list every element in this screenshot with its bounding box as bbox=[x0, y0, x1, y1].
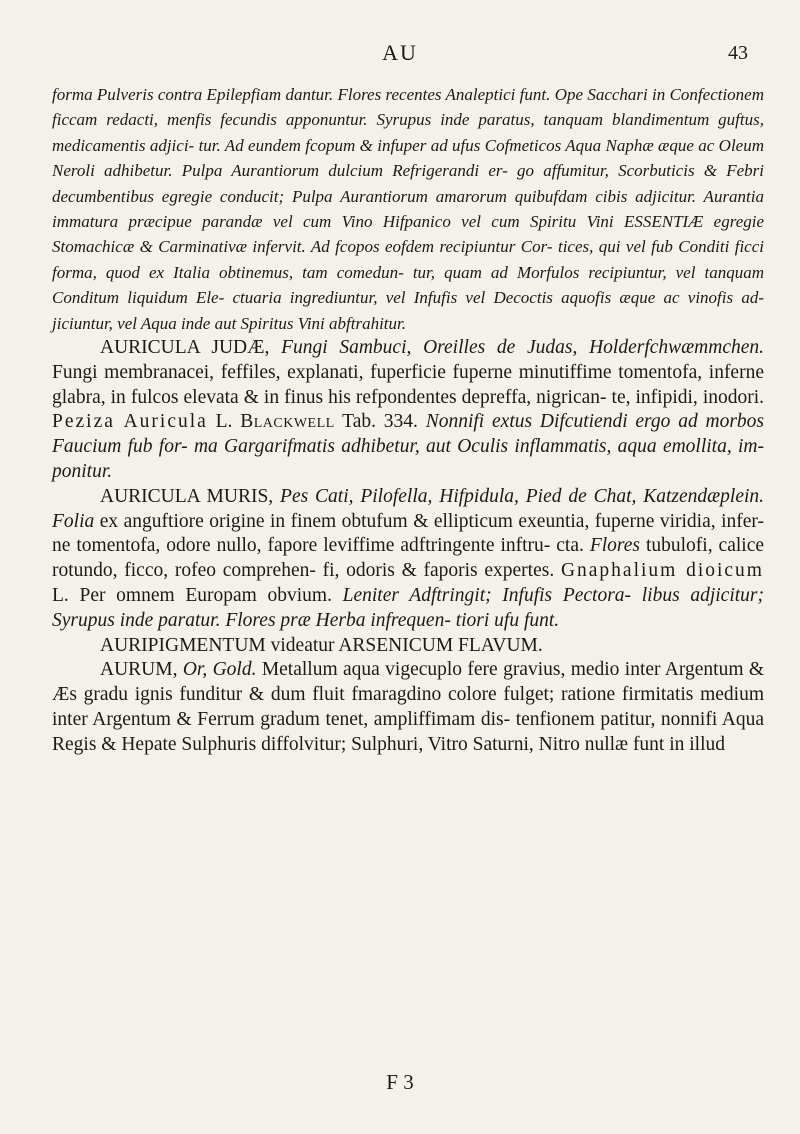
entry-usage: ma Gargarifmatis adhibetur, aut Oculis inflammatis, aqua emollita, im- bbox=[193, 436, 765, 458]
text-line: tur. Ad eundem fcopum & infuper ad ufus Cofmeticos Aqua Naphæ æque bbox=[198, 135, 694, 155]
text-line: Aurantiorum amarorum quibufdam cibis adjicitur. Aurantia immatura bbox=[52, 186, 765, 232]
plate-reference: Tab. 334. bbox=[342, 411, 418, 433]
entry-aurum bbox=[52, 658, 764, 757]
label-flores: Flores bbox=[589, 535, 641, 557]
running-head-word: AU bbox=[382, 40, 418, 65]
entry-usage: Nonnifi extus Difcutiendi ergo ad morbos Faucium fub for- bbox=[52, 411, 765, 458]
text-line: ctuaria ingrediuntur, vel Infufis vel Decoctis aquofis æque ac vinofis ad- bbox=[232, 288, 764, 308]
entry-usage: ponitur. bbox=[52, 461, 113, 483]
text-line: tices, qui vel fub Conditi ficci forma, quod ex Italia obtinemus, tam comedun- bbox=[52, 237, 764, 282]
page-number: 43 bbox=[728, 42, 748, 64]
entry-description: tenfionem patitur, nonnifi Aqua Regis & Hepate Sulphuris bbox=[52, 709, 765, 755]
entry-synonyms: Pied de Chat, Katzendæplein. bbox=[525, 485, 765, 507]
entry-synonyms: Or, Gold. bbox=[182, 659, 257, 681]
entry-description: fi, odoris & faporis expertes. bbox=[322, 560, 555, 582]
entry-description: Fungi membranacei, feffiles, explanati, bbox=[52, 361, 364, 383]
entry-headword: AURICULA JUDÆ, bbox=[100, 337, 270, 359]
entry-habitat: Per omnem Europam obvium. bbox=[79, 585, 332, 607]
entry-headword: AURUM, bbox=[100, 659, 178, 681]
label-folia: Folia bbox=[52, 510, 95, 532]
aurantium-continuation-paragraph bbox=[52, 82, 764, 336]
text-line: Syrupus inde paratus, tanquam blandimentum guftus, medicamentis adjici- bbox=[52, 110, 764, 155]
entry-description: diffolvitur; Sulphuri, Vitro Saturni, Nitro nullæ funt in illud bbox=[261, 733, 726, 755]
entry-synonyms: Fungi Sambuci, Oreilles de Judas, bbox=[281, 337, 578, 359]
entry-usage: Leniter Adftringit; Infufis Pectora- bbox=[342, 585, 632, 607]
running-head bbox=[0, 40, 800, 70]
text-line: jiciuntur, vel Aqua inde aut Spiritus Vini abftrahitur. bbox=[52, 313, 407, 333]
text-line: forma Pulveris contra Epilepfiam dantur. Flores recentes Analeptici funt. bbox=[52, 85, 551, 104]
text-line: ac Oleum Neroli adhibetur. Pulpa Aurantiorum dulcium Refrigerandi er- bbox=[52, 135, 765, 181]
text-line: egregie Stomachicæ & Carminativæ infervit. Ad fcopos eofdem recipiuntur Cor- bbox=[52, 212, 765, 257]
text-body bbox=[52, 82, 764, 758]
entry-description: Metallum aqua vigecuplo fere bbox=[261, 659, 498, 681]
entry-description: cta. bbox=[556, 535, 584, 557]
entry-description: fulcos elevata & in finus his refpondentes depreffa, nigrican- bbox=[130, 386, 607, 408]
linnaeus-abbrev: L. bbox=[52, 585, 69, 607]
author-reference: Blackwell bbox=[240, 411, 335, 433]
linnaean-name: Gnaphalium dioicum bbox=[560, 560, 764, 582]
entry-headword: AURICULA MURIS, bbox=[100, 485, 274, 507]
entry-synonyms-german: Holderfchwæmmchen. bbox=[589, 337, 765, 359]
entry-description: dum fluit fmaragdino colore fulget; ratione firmitatis medium bbox=[270, 684, 764, 706]
entry-description: fuperficie fuperne minutiffime tomentofa, inferne glabra, in bbox=[52, 361, 764, 408]
cross-reference: AURIPIGMENTUM videatur ARSENICUM FLAVUM. bbox=[100, 634, 543, 656]
entry-usage: tiori ufu funt. bbox=[455, 609, 560, 631]
text-line: tur, quam ad Morfulos recipiuntur, vel tanquam Conditum liquidum Ele- bbox=[52, 262, 764, 308]
text-line: Ope Sacchari in Confectionem ficcam redacti, menfis fecundis apponuntur. bbox=[52, 85, 765, 130]
text-line: præcipue parandæ vel cum Vino Hifpanico vel cum Spiritu Vini ESSENTIÆ bbox=[128, 212, 704, 232]
entry-description: tubulofi, calice rotundo, ficco, rofeo comprehen- bbox=[52, 535, 764, 582]
entry-description: ne tomentofa, odore nullo, fapore leviffime adftringente inftru- bbox=[52, 535, 551, 557]
entry-auricula-muris bbox=[52, 485, 764, 634]
text-line: go affumitur, Scorbuticis & Febri decumbentibus egregie conducit; Pulpa bbox=[52, 161, 765, 206]
entry-description: te, infipidi, inodori. bbox=[611, 386, 765, 408]
entry-auricula-judae bbox=[52, 336, 764, 485]
entry-synonyms: Pes Cati, Pilofella, Hifpidula, bbox=[280, 485, 519, 507]
entry-auripigmentum bbox=[52, 634, 764, 659]
linnaeus-abbrev: L. bbox=[215, 411, 233, 433]
linnaean-name: Peziza Auricula bbox=[52, 411, 208, 433]
entry-description: inter Argentum & Ferrum gradum tenet, ampliffimam dis- bbox=[52, 709, 511, 731]
signature-mark: F 3 bbox=[386, 1070, 414, 1094]
entry-description: finem obtufum & ellipticum exeuntia, fuperne viridia, infer- bbox=[290, 510, 765, 532]
entry-description: ex anguftiore origine in bbox=[99, 510, 286, 532]
entry-usage: libus adjicitur; Syrupus inde paratur. Flores præ Herba infrequen- bbox=[52, 585, 764, 631]
entry-description: gravius, medio inter Argentum & Æs gradu ignis funditur & bbox=[52, 659, 765, 706]
